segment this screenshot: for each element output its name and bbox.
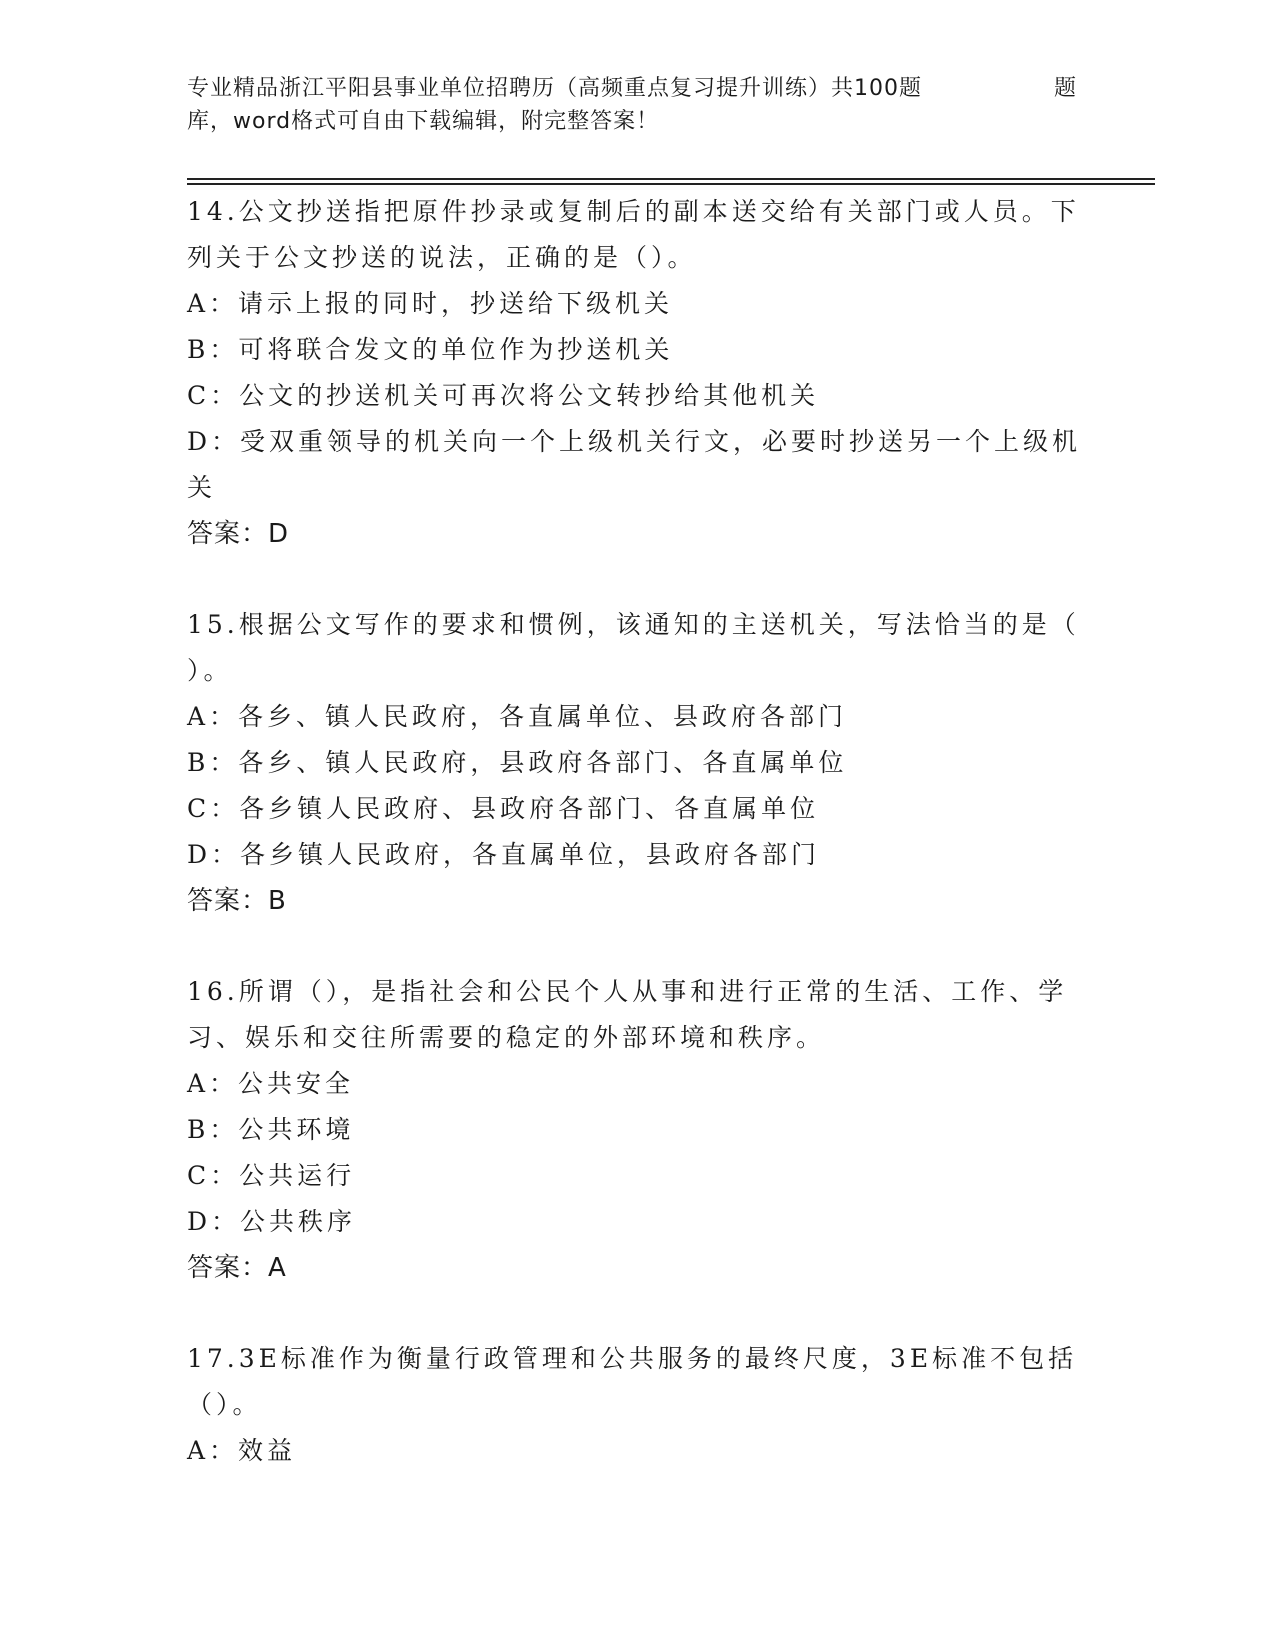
question-text: 14.公文抄送指把原件抄录或复制后的副本送交给有关部门或人员。下 bbox=[187, 197, 1080, 226]
header-line-1-tail: 题 bbox=[1054, 76, 1077, 101]
answer-label: 答案：B bbox=[187, 886, 287, 916]
question-block bbox=[187, 189, 1082, 557]
option-b: B：各乡、镇人民政府，县政府各部门、各直属单位 bbox=[187, 748, 848, 777]
question-spacer bbox=[187, 1291, 1067, 1336]
option-a: A：公共安全 bbox=[187, 1069, 355, 1098]
option-d-continued: 关 bbox=[187, 473, 217, 502]
question-text: ）。 bbox=[187, 656, 233, 685]
question-text: 列关于公文抄送的说法，正确的是（）。 bbox=[187, 243, 697, 272]
question-spacer bbox=[187, 924, 1067, 969]
answer-label: 答案：D bbox=[187, 519, 290, 549]
option-d: D：各乡镇人民政府，各直属单位，县政府各部门 bbox=[187, 840, 821, 869]
question-list bbox=[187, 189, 1082, 1474]
option-c: C：公共运行 bbox=[187, 1161, 356, 1190]
option-a: A：各乡、镇人民政府，各直属单位、县政府各部门 bbox=[187, 702, 848, 731]
header-divider-top bbox=[187, 178, 1155, 180]
question-text: 15.根据公文写作的要求和惯例，该通知的主送机关，写法恰当的是（ bbox=[187, 610, 1080, 639]
question-text: （）。 bbox=[187, 1390, 262, 1419]
header-divider-bottom bbox=[187, 183, 1155, 185]
header-line-2: 库，word格式可自由下载编辑，附完整答案！ bbox=[187, 109, 660, 134]
question-text: 16.所谓（），是指社会和公民个人从事和进行正常的生活、工作、学 bbox=[187, 977, 1068, 1006]
header-line-1: 专业精品浙江平阳县事业单位招聘历（高频重点复习提升训练）共100题 bbox=[187, 76, 922, 101]
question-spacer bbox=[187, 557, 1067, 602]
question-block bbox=[187, 602, 1080, 924]
option-b: B：公共环境 bbox=[187, 1115, 355, 1144]
option-a: A：效益 bbox=[187, 1436, 297, 1465]
question-text: 习、娱乐和交往所需要的稳定的外部环境和秩序。 bbox=[187, 1023, 826, 1052]
question-block bbox=[187, 969, 1067, 1291]
question-text: 17.3E标准作为衡量行政管理和公共服务的最终尺度，3E标准不包括 bbox=[187, 1344, 1078, 1373]
option-a: A：请示上报的同时，抄送给下级机关 bbox=[187, 289, 674, 318]
document-header bbox=[187, 72, 1087, 138]
option-d: D：公共秩序 bbox=[187, 1207, 357, 1236]
option-c: C：各乡镇人民政府、县政府各部门、各直属单位 bbox=[187, 794, 820, 823]
option-c: C：公文的抄送机关可再次将公文转抄给其他机关 bbox=[187, 381, 820, 410]
option-d: D：受双重领导的机关向一个上级机关行文，必要时抄送另一个上级机 bbox=[187, 427, 1082, 456]
answer-label: 答案：A bbox=[187, 1253, 287, 1283]
option-b: B：可将联合发文的单位作为抄送机关 bbox=[187, 335, 674, 364]
question-block bbox=[187, 1336, 1078, 1474]
